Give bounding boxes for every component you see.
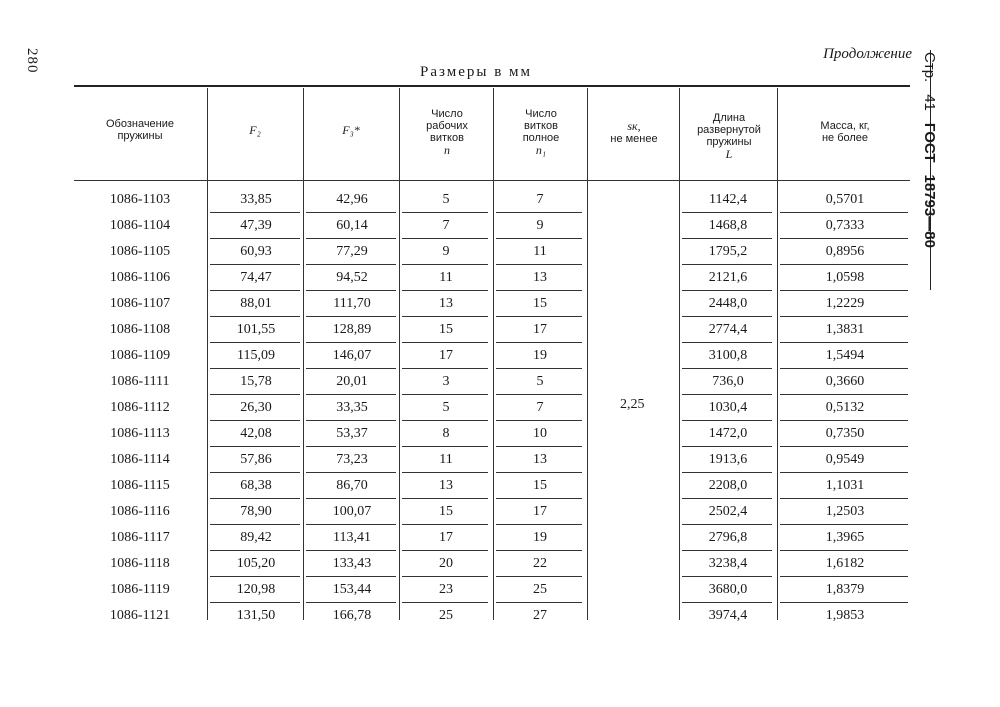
col-divider (587, 88, 588, 620)
header-line: развернутой (697, 124, 761, 136)
cell-code: 1086-1117 (110, 530, 170, 545)
cell-code: 1086-1104 (109, 218, 171, 233)
table-header-rule (74, 180, 910, 181)
cell-n: 25 (439, 608, 453, 623)
row-underline (306, 342, 396, 343)
cell-L: 2208,0 (708, 478, 748, 493)
cell-code: 1086-1106 (109, 270, 171, 285)
row-underline (496, 212, 582, 213)
cell-n1: 7 (536, 192, 544, 207)
row-underline (780, 342, 908, 343)
col-divider (493, 88, 494, 620)
row-underline (210, 472, 300, 473)
cell-f3: 42,96 (336, 192, 368, 207)
continuation-label: Продолжение (823, 46, 912, 62)
header-line: Масса, кг, (820, 120, 870, 132)
cell-f3: 166,78 (332, 608, 372, 623)
col-divider (679, 88, 680, 620)
header-line: витков (524, 120, 558, 132)
cell-n: 7 (442, 218, 450, 233)
row-underline (780, 446, 908, 447)
row-underline (210, 446, 300, 447)
cell-L: 1795,2 (708, 244, 748, 259)
row-underline (306, 498, 396, 499)
cell-f3: 77,29 (336, 244, 368, 259)
header-length (682, 112, 776, 161)
row-underline (306, 472, 396, 473)
row-underline (402, 394, 488, 395)
cell-m: 1,9853 (825, 608, 865, 623)
cell-m: 0,7350 (825, 426, 865, 441)
cell-n1: 5 (536, 374, 544, 389)
row-underline (780, 420, 908, 421)
cell-L: 3680,0 (708, 582, 748, 597)
row-underline (682, 446, 772, 447)
row-underline (402, 264, 488, 265)
cell-code: 1086-1105 (109, 244, 171, 259)
standard-page-num: 41 (921, 94, 938, 111)
cell-m: 0,3660 (825, 374, 865, 389)
cell-f2: 78,90 (240, 504, 272, 519)
cell-f3: 128,89 (332, 322, 372, 337)
col-divider (207, 88, 208, 620)
cell-m: 1,3965 (825, 530, 865, 545)
cell-m: 0,7333 (825, 218, 865, 233)
cell-n: 11 (439, 452, 453, 467)
standard-page-label: Стр. (921, 52, 938, 83)
cell-L: 2448,0 (708, 296, 748, 311)
row-underline (210, 316, 300, 317)
row-underline (306, 602, 396, 603)
cell-n1: 19 (533, 348, 547, 363)
cell-f2: 33,85 (240, 192, 272, 207)
cell-f3: 53,37 (336, 426, 368, 441)
cell-n: 11 (439, 270, 453, 285)
row-underline (780, 472, 908, 473)
table-top-rule (74, 85, 910, 87)
row-underline (306, 446, 396, 447)
cell-n1: 19 (533, 530, 547, 545)
cell-n: 3 (442, 374, 450, 389)
row-underline (496, 290, 582, 291)
row-underline (496, 368, 582, 369)
cell-m: 0,5701 (825, 192, 865, 207)
cell-f2: 131,50 (236, 608, 276, 623)
cell-f3: 111,70 (333, 296, 371, 311)
cell-code: 1086-1113 (110, 426, 170, 441)
row-underline (306, 290, 396, 291)
cell-n: 13 (439, 478, 453, 493)
row-underline (306, 394, 396, 395)
cell-f2: 57,86 (240, 452, 272, 467)
row-underline (210, 602, 300, 603)
row-underline (210, 342, 300, 343)
cell-n: 15 (439, 322, 453, 337)
cell-n1: 22 (533, 556, 547, 571)
row-underline (210, 524, 300, 525)
row-underline (682, 368, 772, 369)
header-working-coils (402, 108, 492, 157)
cell-f3: 33,35 (336, 400, 368, 415)
row-underline (210, 290, 300, 291)
row-underline (402, 342, 488, 343)
cell-m: 1,6182 (825, 556, 865, 571)
row-underline (496, 550, 582, 551)
cell-code: 1086-1121 (109, 608, 171, 623)
cell-n: 15 (439, 504, 453, 519)
cell-L: 736,0 (712, 374, 744, 389)
cell-n1: 15 (533, 296, 547, 311)
row-underline (780, 498, 908, 499)
row-underline (210, 368, 300, 369)
row-underline (780, 576, 908, 577)
cell-n1: 15 (533, 478, 547, 493)
cell-f2: 15,78 (240, 374, 272, 389)
row-underline (780, 316, 908, 317)
cell-f2: 105,20 (236, 556, 276, 571)
units-caption: Размеры в мм (420, 64, 533, 80)
cell-f2: 74,47 (240, 270, 272, 285)
header-line: полное (522, 132, 560, 144)
row-underline (780, 264, 908, 265)
cell-n: 17 (439, 530, 453, 545)
cell-f3: 73,23 (336, 452, 368, 467)
cell-n: 9 (442, 244, 450, 259)
cell-n1: 13 (533, 270, 547, 285)
header-line: пружины (706, 136, 752, 148)
cell-f2: 115,09 (237, 348, 275, 363)
row-underline (682, 342, 772, 343)
cell-f3: 153,44 (332, 582, 372, 597)
row-underline (306, 212, 396, 213)
row-underline (210, 394, 300, 395)
cell-m: 1,3831 (825, 322, 865, 337)
cell-n1: 17 (533, 504, 547, 519)
cell-L: 1142,4 (709, 192, 747, 207)
row-underline (496, 316, 582, 317)
row-underline (402, 368, 488, 369)
row-underline (210, 498, 300, 499)
row-underline (780, 290, 908, 291)
standard-number: 18793—80 (921, 174, 938, 248)
cell-code: 1086-1114 (110, 452, 170, 467)
cell-code: 1086-1118 (110, 556, 170, 571)
header-f3: F₃* (342, 123, 360, 137)
cell-L: 1913,6 (708, 452, 748, 467)
cell-L: 1468,8 (708, 218, 748, 233)
header-line: Длина (712, 112, 746, 124)
cell-L: 2774,4 (708, 322, 748, 337)
row-underline (402, 212, 488, 213)
cell-n1: 10 (533, 426, 547, 441)
row-underline (402, 316, 488, 317)
cell-f2: 120,98 (236, 582, 276, 597)
row-underline (496, 238, 582, 239)
cell-f3: 100,07 (332, 504, 372, 519)
row-underline (306, 524, 396, 525)
header-line: n (444, 143, 450, 157)
row-underline (496, 394, 582, 395)
cell-f3: 86,70 (336, 478, 368, 493)
row-underline (780, 368, 908, 369)
row-underline (496, 576, 582, 577)
row-underline (682, 524, 772, 525)
row-underline (306, 368, 396, 369)
cell-L: 1472,0 (708, 426, 748, 441)
cell-L: 3974,4 (708, 608, 748, 623)
row-underline (496, 264, 582, 265)
header-line: не менее (610, 133, 658, 145)
row-underline (306, 316, 396, 317)
row-underline (682, 602, 772, 603)
cell-code: 1086-1103 (109, 192, 171, 207)
row-underline (682, 212, 772, 213)
row-underline (210, 576, 300, 577)
cell-f2: 68,38 (240, 478, 272, 493)
cell-n1: 7 (536, 400, 544, 415)
row-underline (682, 316, 772, 317)
cell-f2: 89,42 (240, 530, 272, 545)
cell-L: 2502,4 (708, 504, 748, 519)
cell-f3: 113,41 (333, 530, 371, 545)
cell-n: 17 (439, 348, 453, 363)
row-underline (402, 524, 488, 525)
cell-m: 1,1031 (825, 478, 865, 493)
row-underline (780, 212, 908, 213)
header-f2: F₂ (249, 123, 261, 137)
cell-f2: 26,30 (240, 400, 272, 415)
row-underline (210, 550, 300, 551)
row-underline (210, 264, 300, 265)
row-underline (306, 238, 396, 239)
row-underline (402, 446, 488, 447)
header-line: sк, (627, 119, 641, 133)
row-underline (306, 264, 396, 265)
header-line: Число (525, 108, 557, 120)
cell-n1: 11 (533, 244, 547, 259)
row-underline (682, 576, 772, 577)
cell-m: 1,8379 (825, 582, 865, 597)
cell-f3: 146,07 (332, 348, 372, 363)
cell-L: 2121,6 (708, 270, 748, 285)
standard-label (921, 52, 938, 292)
row-underline (496, 446, 582, 447)
cell-m: 1,0598 (825, 270, 865, 285)
cell-m: 0,8956 (825, 244, 865, 259)
cell-code: 1086-1107 (109, 296, 171, 311)
row-underline (496, 498, 582, 499)
row-underline (780, 394, 908, 395)
cell-code: 1086-1108 (109, 322, 171, 337)
header-line: Обозначение (105, 118, 175, 130)
row-underline (496, 342, 582, 343)
row-underline (682, 550, 772, 551)
row-underline (682, 394, 772, 395)
cell-n1: 17 (533, 322, 547, 337)
cell-f2: 101,55 (236, 322, 276, 337)
cell-code: 1086-1116 (110, 504, 170, 519)
sk-value: 2,25 (620, 397, 645, 412)
cell-code: 1086-1115 (110, 478, 170, 493)
row-underline (402, 576, 488, 577)
cell-n1: 27 (533, 608, 547, 623)
row-underline (210, 238, 300, 239)
cell-code: 1086-1119 (110, 582, 170, 597)
cell-L: 2796,8 (708, 530, 748, 545)
cell-f3: 20,01 (336, 374, 368, 389)
row-underline (780, 524, 908, 525)
row-underline (306, 576, 396, 577)
row-underline (682, 472, 772, 473)
cell-f2: 42,08 (240, 426, 272, 441)
row-underline (402, 550, 488, 551)
row-underline (682, 238, 772, 239)
row-underline (402, 472, 488, 473)
header-line: рабочих (426, 120, 468, 132)
row-underline (682, 420, 772, 421)
row-underline (682, 498, 772, 499)
row-underline (306, 550, 396, 551)
cell-m: 1,2503 (825, 504, 865, 519)
cell-n: 20 (439, 556, 453, 571)
cell-f2: 60,93 (240, 244, 272, 259)
col-divider (777, 88, 778, 620)
cell-L: 1030,4 (708, 400, 748, 415)
cell-n: 5 (442, 192, 450, 207)
header-line: n₁ (535, 143, 547, 157)
cell-n: 13 (439, 296, 453, 311)
cell-f3: 133,43 (332, 556, 372, 571)
cell-m: 1,5494 (825, 348, 865, 363)
cell-L: 3238,4 (708, 556, 748, 571)
header-total-coils (496, 108, 586, 157)
row-underline (496, 420, 582, 421)
row-underline (682, 264, 772, 265)
row-underline (402, 420, 488, 421)
cell-n1: 13 (533, 452, 547, 467)
cell-m: 0,9549 (825, 452, 865, 467)
cell-f2: 47,39 (240, 218, 272, 233)
header-line: Число (431, 108, 463, 120)
row-underline (682, 290, 772, 291)
row-underline (306, 420, 396, 421)
cell-code: 1086-1111 (110, 374, 170, 389)
col-divider (399, 88, 400, 620)
row-underline (780, 602, 908, 603)
cell-code: 1086-1109 (109, 348, 171, 363)
row-underline (402, 498, 488, 499)
header-line: пружины (117, 130, 163, 142)
cell-n: 8 (442, 426, 450, 441)
row-underline (402, 290, 488, 291)
row-underline (496, 524, 582, 525)
header-line: не более (821, 132, 869, 144)
cell-m: 0,5132 (825, 400, 865, 415)
cell-f3: 94,52 (336, 270, 368, 285)
cell-n1: 25 (533, 582, 547, 597)
page-number: 280 (24, 48, 40, 74)
col-divider (303, 88, 304, 620)
cell-L: 3100,8 (708, 348, 748, 363)
row-underline (496, 602, 582, 603)
row-underline (780, 550, 908, 551)
row-underline (496, 472, 582, 473)
cell-n: 23 (439, 582, 453, 597)
cell-f2: 88,01 (240, 296, 272, 311)
header-sk (590, 120, 678, 145)
cell-n: 5 (442, 400, 450, 415)
cell-n1: 9 (536, 218, 544, 233)
row-underline (210, 420, 300, 421)
row-underline (210, 212, 300, 213)
standard-name: ГОСТ (921, 122, 938, 163)
header-line: витков (430, 132, 464, 144)
cell-f3: 60,14 (336, 218, 368, 233)
header-line: L (725, 147, 733, 161)
row-underline (780, 238, 908, 239)
cell-m: 1,2229 (825, 296, 865, 311)
header-mass (780, 120, 910, 144)
cell-code: 1086-1112 (110, 400, 170, 415)
header-designation (80, 118, 200, 142)
row-underline (402, 602, 488, 603)
row-underline (402, 238, 488, 239)
